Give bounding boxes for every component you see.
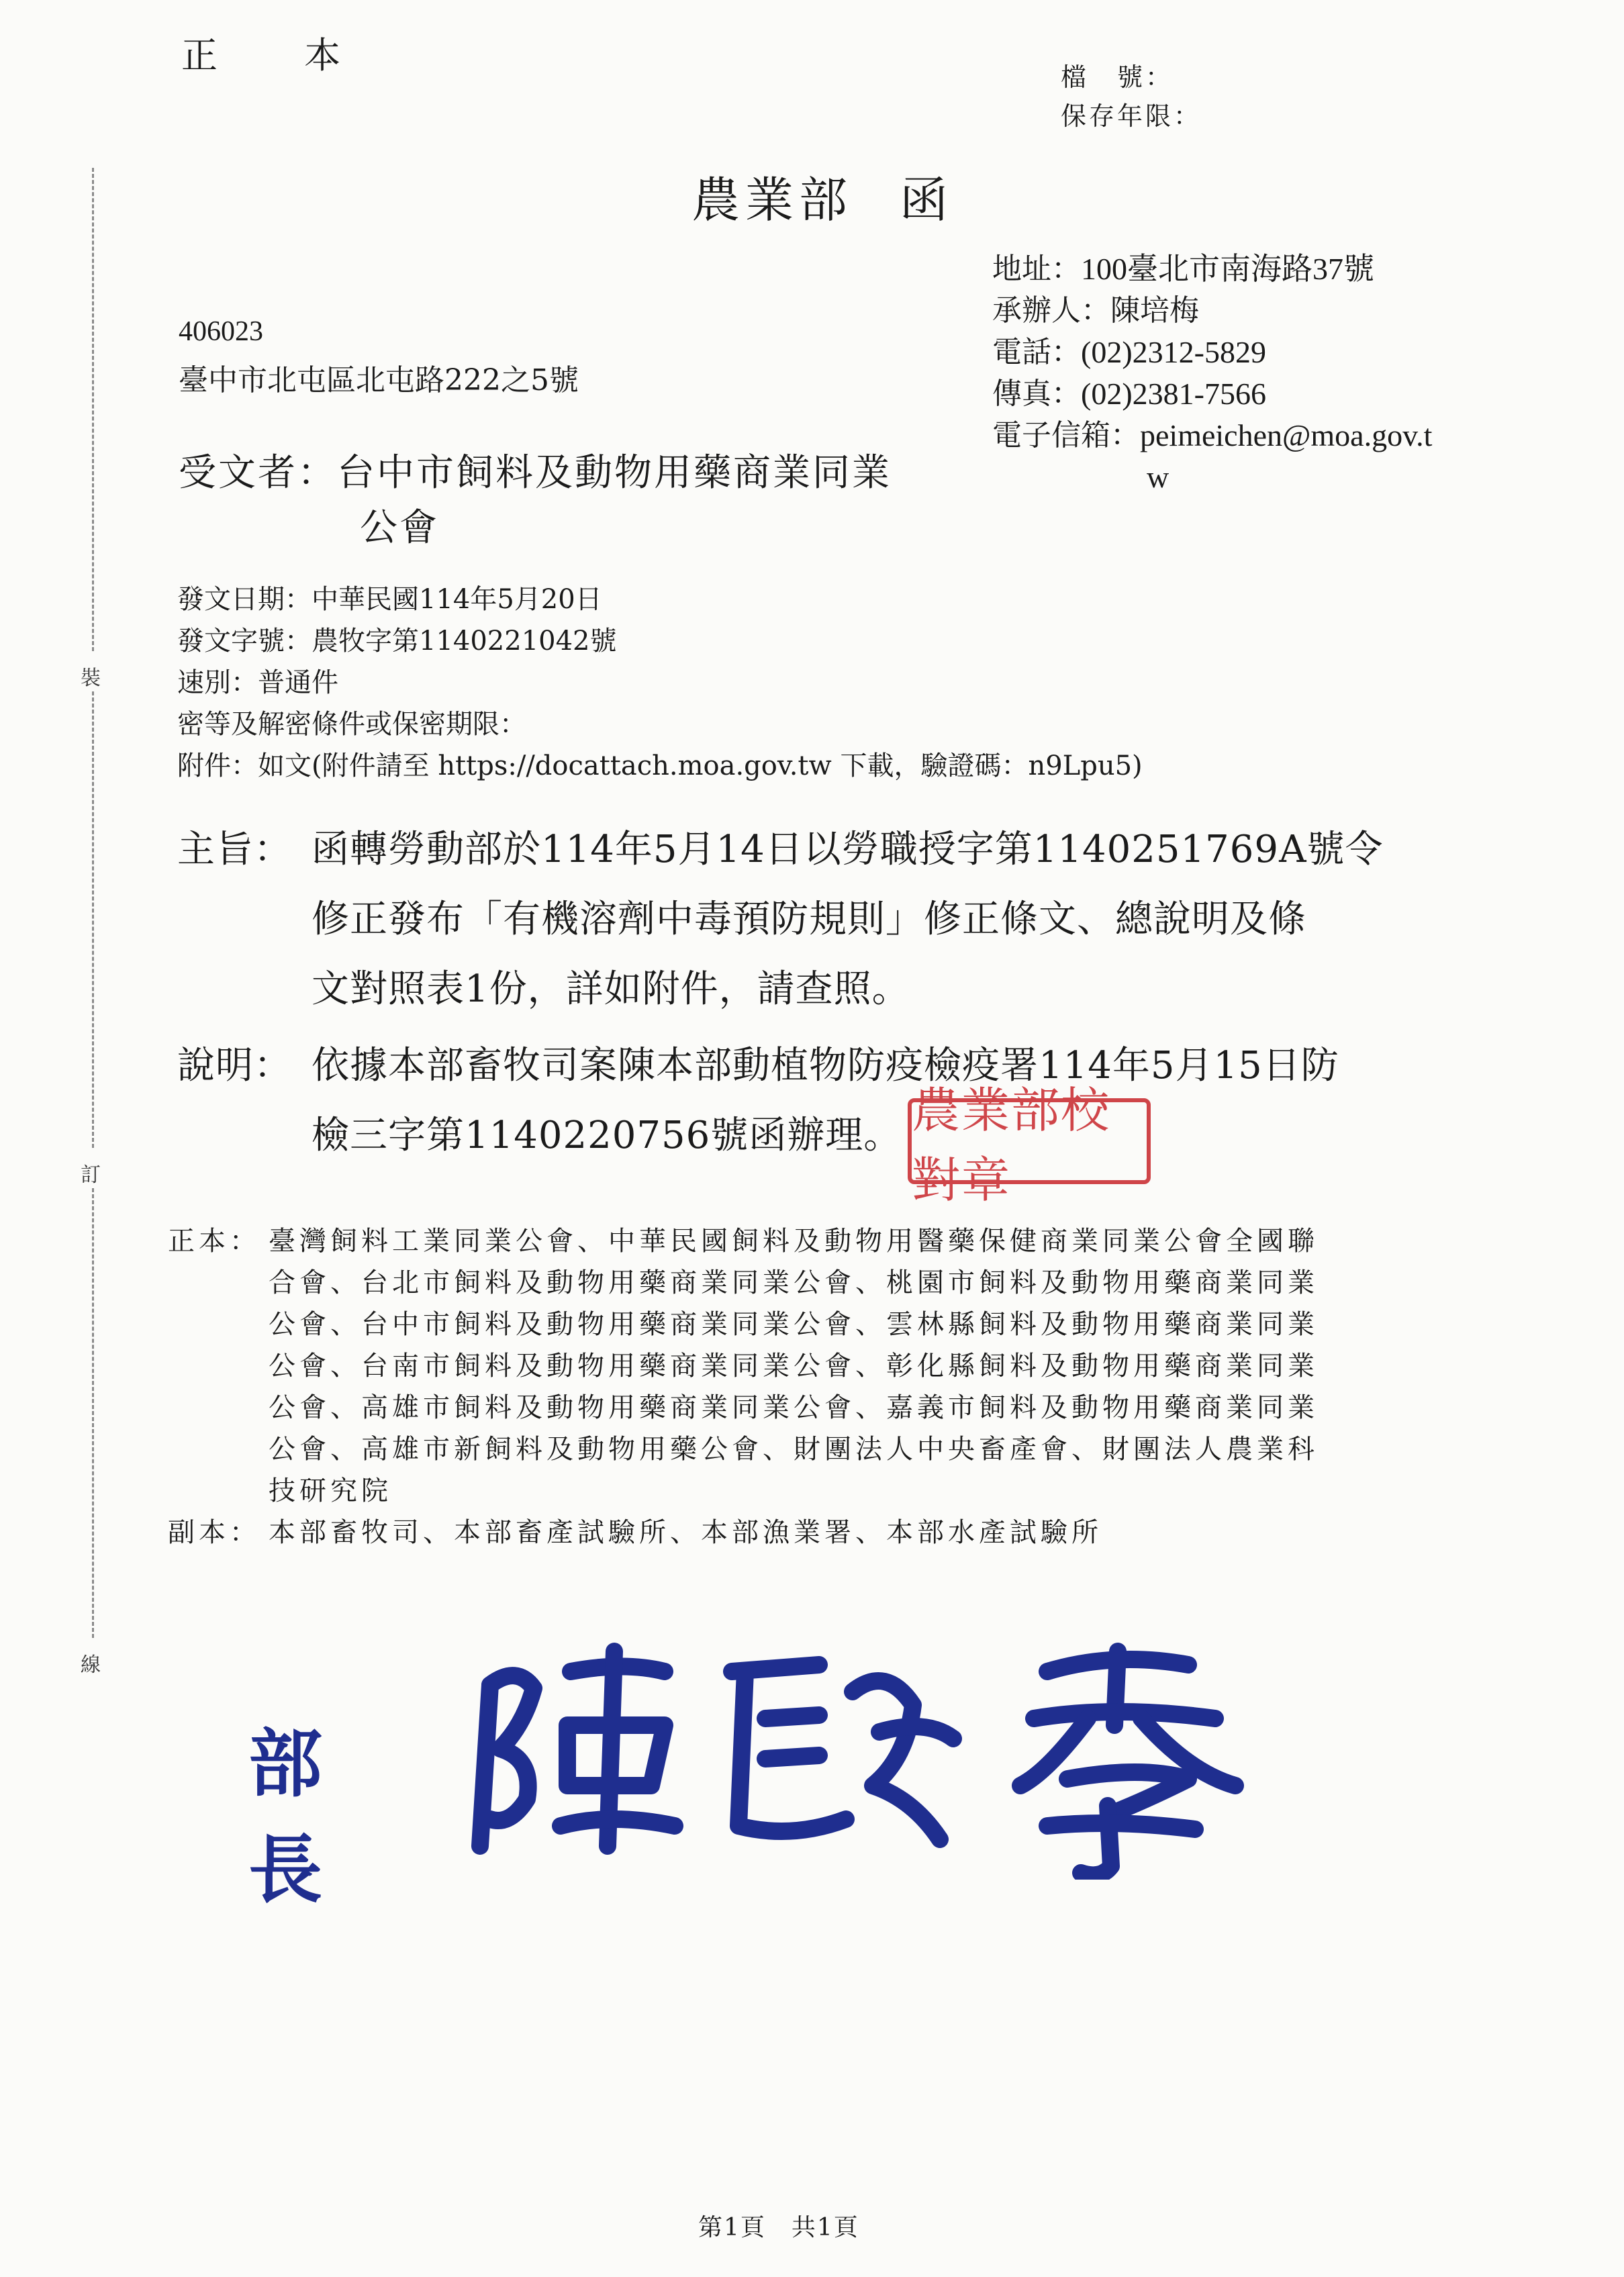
binding-mark-xian: 線 <box>81 1653 101 1677</box>
receiver-zip: 406023 <box>179 316 263 347</box>
subject <box>177 815 1384 1024</box>
sender-phone: 電話： (02)2312-5829 <box>992 335 1266 369</box>
explanation-line: 依據本部畜牧司案陳本部動植物防疫檢疫署114年5月15日防 <box>312 1044 1339 1087</box>
distribution-copy <box>168 1512 1102 1553</box>
primary-line: 臺灣飼料工業同業公會、中華民國飼料及動物用醫藥保健商業同業公會全國聯 <box>269 1226 1319 1257</box>
handwritten-signature <box>443 1625 1329 1880</box>
subject-line: 修正發布「有機溶劑中毒預防規則」修正條文、總說明及條 <box>312 898 1306 941</box>
copy-line: 本部畜牧司、本部畜產試驗所、本部漁業署、本部水產試驗所 <box>269 1517 1102 1548</box>
binding-line <box>92 1188 94 1638</box>
sender-fax: 傳真： (02)2381-7566 <box>992 377 1266 411</box>
primary-line: 公會、台南市飼料及動物用藥商業同業公會、彰化縣飼料及動物用藥商業同業 <box>269 1351 1319 1382</box>
recipient-label: 受文者： <box>179 451 337 495</box>
recipient-name: 台中市飼料及動物用藥商業同業 <box>337 451 892 495</box>
receiver-address: 臺中市北屯區北屯路222之5號 <box>179 363 579 397</box>
retention-period: 保存年限： <box>1061 101 1202 131</box>
agency-name: 農業部 <box>691 172 853 228</box>
distribution-primary <box>168 1220 1319 1512</box>
explanation-line: 檢三字第1140220756號函辦理。 <box>312 1114 902 1157</box>
signatory-title: 部長 <box>248 1721 338 1913</box>
archive-info <box>1061 58 1202 136</box>
document-type: 函 <box>900 172 954 228</box>
primary-label: 正本： <box>168 1226 260 1257</box>
proofreading-seal: 農業部校對章 <box>908 1098 1151 1184</box>
copy-type-label: 正 本 <box>181 34 379 77</box>
primary-line: 合會、台北市飼料及動物用藥商業同業公會、桃園市飼料及動物用藥商業同業 <box>269 1267 1319 1298</box>
binding-line <box>92 168 94 651</box>
primary-line: 公會、高雄市新飼料及動物用藥公會、財團法人中央畜產會、財團法人農業科 <box>269 1434 1319 1465</box>
page-info: 第1頁 共1頁 <box>698 2214 859 2241</box>
document-meta <box>177 579 1143 787</box>
copy-label: 副本： <box>168 1517 260 1548</box>
subject-line: 文對照表1份，詳如附件，請查照。 <box>312 967 910 1011</box>
primary-line: 公會、台中市飼料及動物用藥商業同業公會、雲林縣飼料及動物用藥商業同業 <box>269 1309 1319 1340</box>
primary-line: 技研究院 <box>269 1475 392 1506</box>
explanation-label: 說明： <box>177 1044 292 1087</box>
binding-line <box>92 691 94 1148</box>
subject-line: 函轉勞動部於114年5月14日以勞職授字第1140251769A號令 <box>312 828 1384 871</box>
binding-mark-zhuang: 裝 <box>81 667 101 690</box>
primary-line: 公會、高雄市飼料及動物用藥商業同業公會、嘉義市飼料及動物用藥商業同業 <box>269 1392 1319 1423</box>
recipient-name-cont: 公會 <box>360 506 439 550</box>
sender-handler: 承辦人： 陳培梅 <box>992 293 1199 328</box>
subject-label: 主旨： <box>177 828 292 871</box>
sender-email-cont: w <box>1147 460 1169 494</box>
explanation <box>177 1031 1339 1171</box>
confidentiality: 密等及解密條件或保密期限： <box>177 709 526 740</box>
sender-email: 電子信箱： peimeichen@moa.gov.t <box>992 418 1433 452</box>
binding-mark-ding: 訂 <box>81 1163 101 1187</box>
sender-contact <box>992 248 1432 498</box>
recipient <box>179 446 892 556</box>
document-number: 發文字號：農牧字第1140221042號 <box>177 626 617 657</box>
sender-address: 地址： 100臺北市南海路37號 <box>992 252 1374 286</box>
issue-date: 發文日期：中華民國114年5月20日 <box>177 584 602 615</box>
urgency: 速別：普通件 <box>177 667 338 698</box>
document-title <box>691 161 953 231</box>
attachment: 附件：如文(附件請至 https://docattach.moa.gov.tw 下載，驗證碼：n9Lpu5) <box>177 750 1143 781</box>
archive-number: 檔 號： <box>1061 62 1174 92</box>
